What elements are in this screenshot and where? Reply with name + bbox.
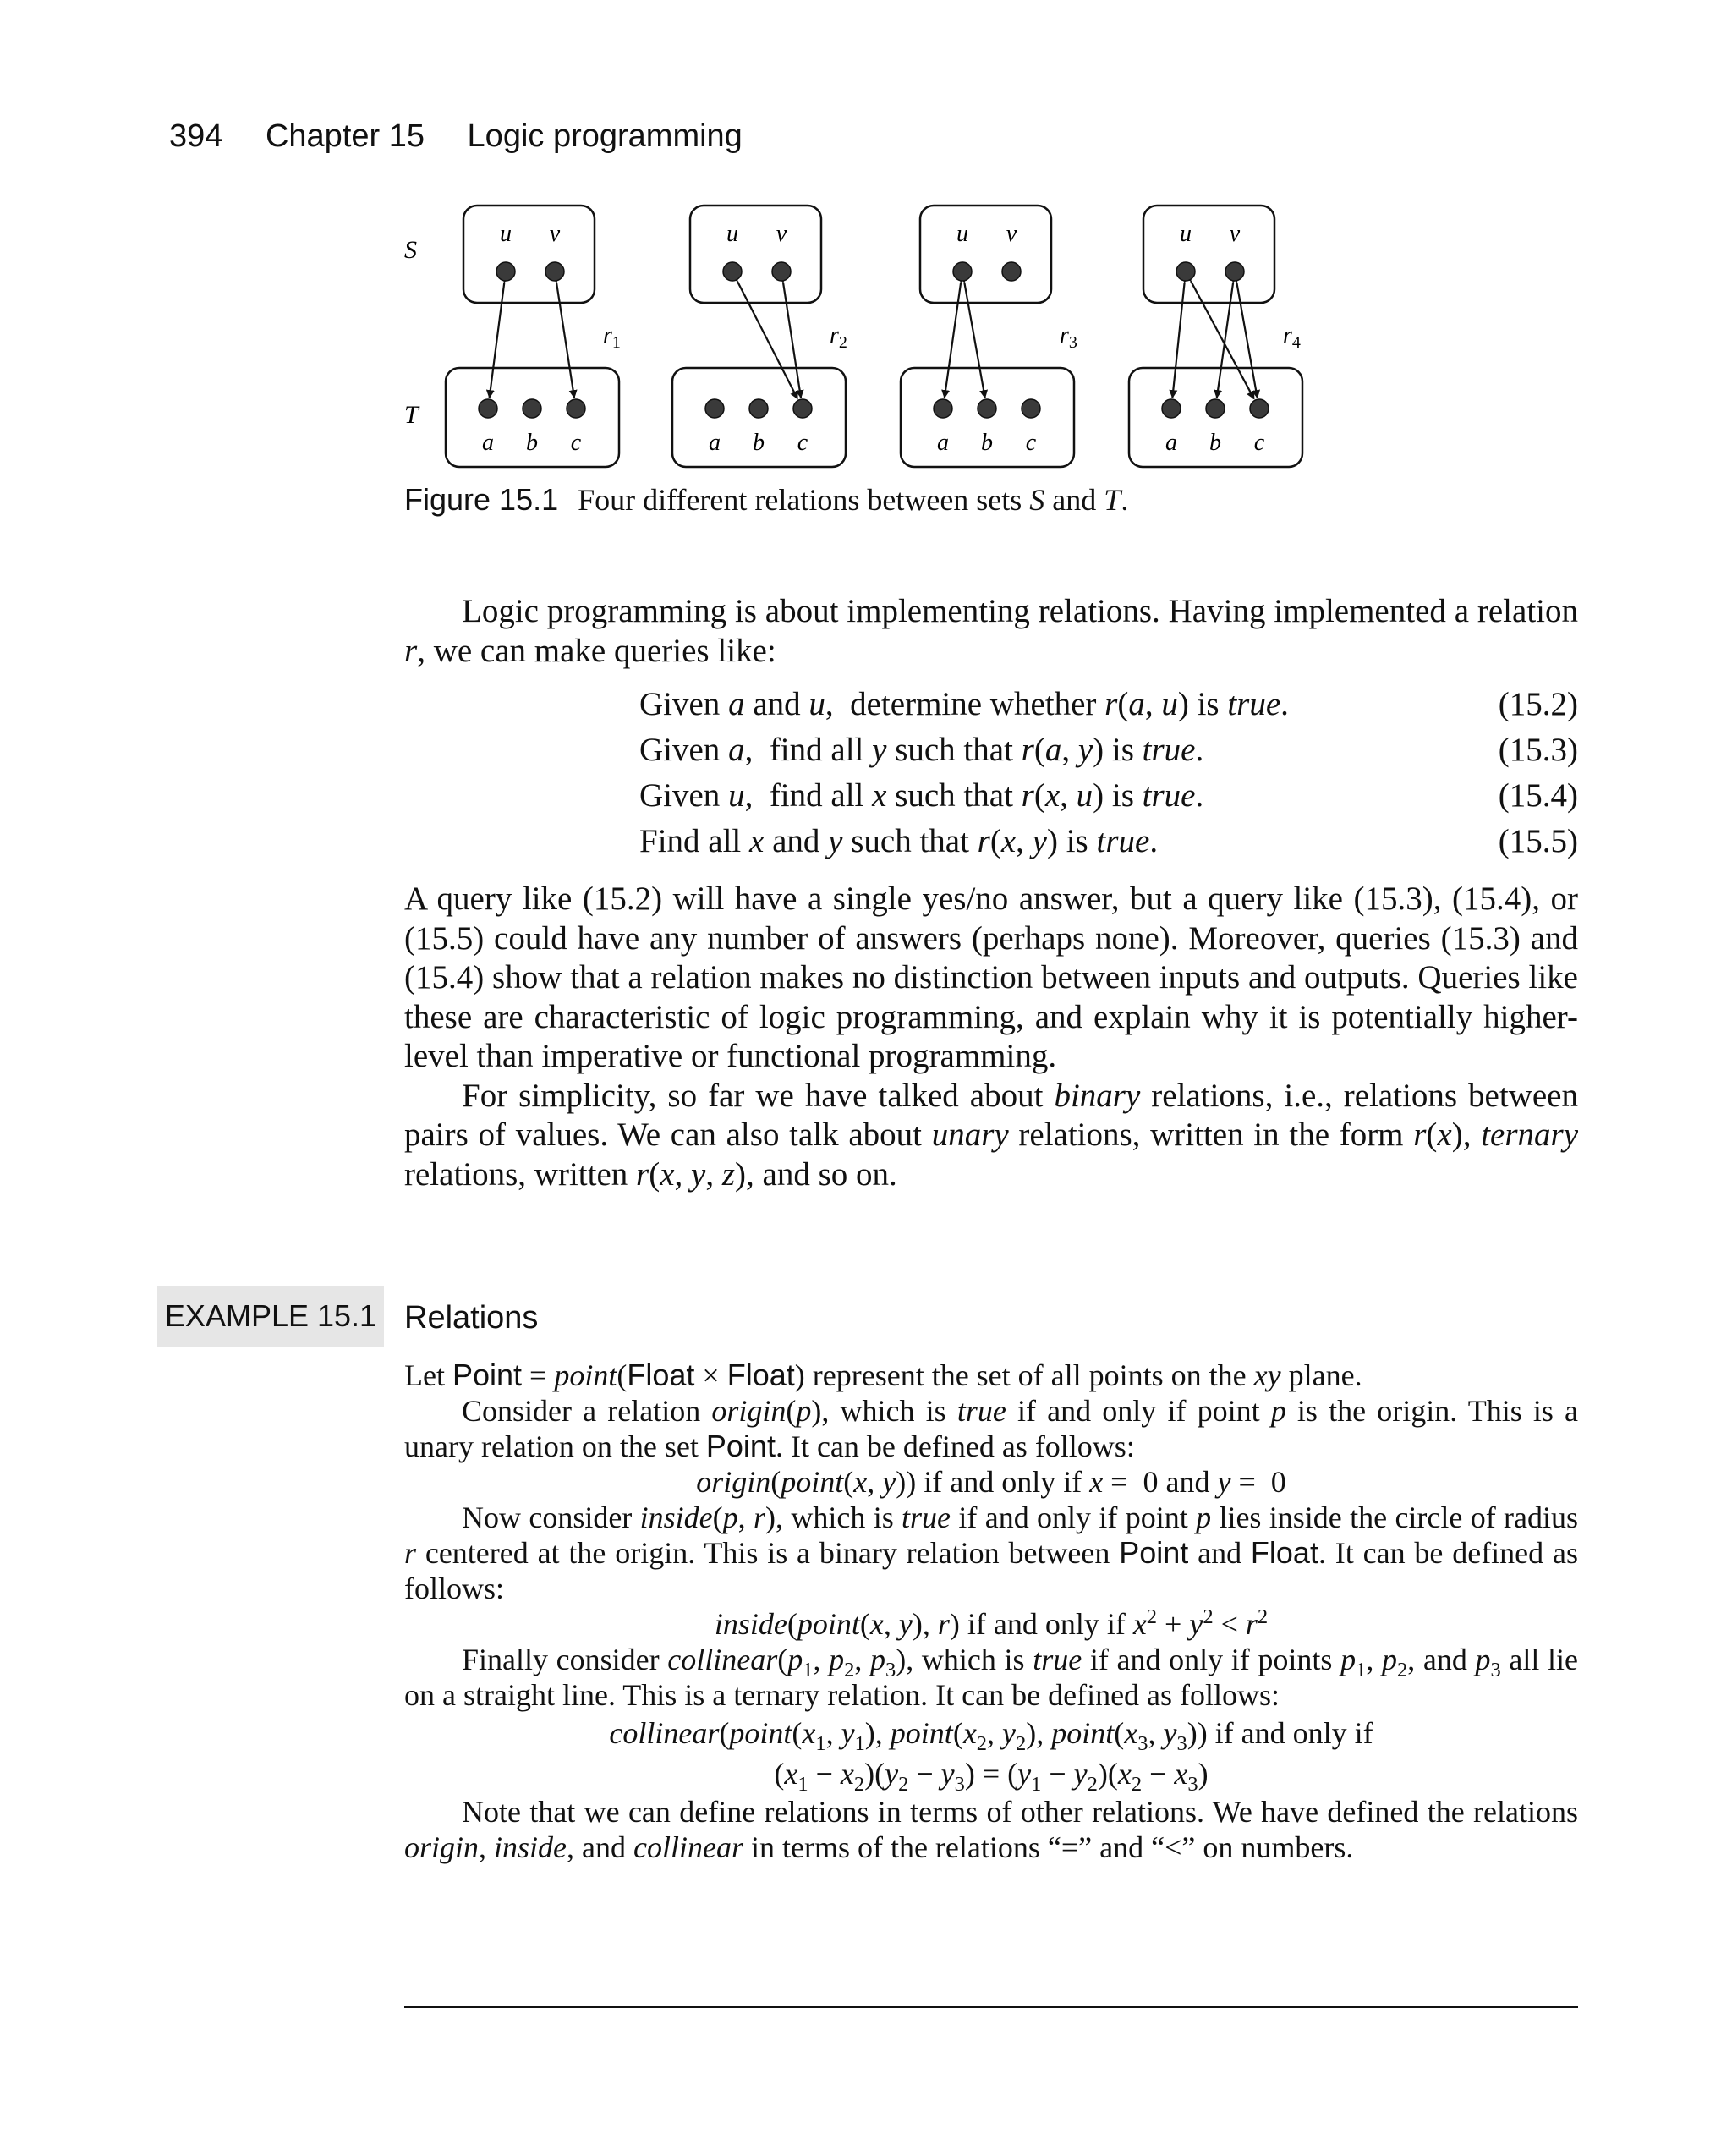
element-label-c: c [797,430,808,456]
example-paragraph-3: Now consider inside(p, r), which is true if and only if point p lies inside the circle of radius r centered at the origin. This is a binary relation between Point and Float. It can be defined as follows: [404,1500,1579,1605]
relation-label: $r_4$ [1283,322,1301,352]
relation-arrow [1191,281,1254,398]
equation-number: (15.3) [1498,732,1578,768]
chapter-label: Chapter 15 [265,118,425,154]
element-label-u: u [956,221,968,247]
element-dot [1176,262,1195,281]
display-origin: origin(point(x, y)) if and only if x = 0 and y = 0 [696,1465,1286,1499]
element-dot [545,262,564,281]
figure-caption [404,482,1128,518]
page-number: 394 [169,118,223,154]
display-collinear: $collinear(point(x_1$, $y_1$), $point(x_2$, $y_2$), $point(x_3$, $y_3$)) if and only if $(x_1 - x_2)(y_2 - y_3) = (y_1 - y_2)(x_2 - x_3)$ [609,1716,1373,1797]
element-label-a: a [709,430,721,456]
caption-label: Figure 15.1 [404,482,559,517]
caption-text: Four different relations between sets S and T. [578,483,1129,517]
element-dot [496,262,515,281]
element-dot [749,399,768,418]
example-body [404,1358,1578,1865]
chapter-title: Logic programming [467,118,743,154]
element-label-v: v [776,221,787,247]
intro-paragraph: Logic programming is about implementing relations. Having implemented a relation r, we can make queries like: [404,593,1578,669]
element-label-v: v [1229,221,1241,247]
element-dot [793,399,812,418]
set-s-box [920,206,1051,303]
query-15-4: Given u, find all x such that r(x, u) is true. (15.4) [639,773,1578,819]
element-dot [1022,399,1040,418]
relation-arrow [490,283,505,398]
set-s-label: S [404,236,417,264]
equation-number: (15.2) [1498,686,1578,722]
element-dot [1002,262,1021,281]
example-title: Relations [404,1300,539,1336]
element-label-c: c [1253,430,1265,456]
body-text [404,880,1578,1194]
query-15-3: Given a, find all y such that r(a, y) is true. (15.3) [639,727,1578,773]
relation-label: $r_1$ [603,322,621,352]
set-s-box [1143,206,1274,303]
element-label-c: c [1025,430,1037,456]
element-label-u: u [1180,221,1192,247]
element-label-b: b [981,430,993,456]
relation-arrow [1172,283,1184,398]
equation-number: (15.4) [1498,777,1578,814]
element-label-u: u [500,221,512,247]
element-dot [1206,399,1225,418]
relation-label: $r_3$ [1060,322,1077,352]
running-head [169,118,743,155]
display-inside: inside(point(x, y), r) if and only if $x^2 + y^2 < r^2$ [714,1605,1269,1641]
element-dot [705,399,724,418]
element-label-a: a [482,430,494,456]
element-label-v: v [549,221,561,247]
element-dot [723,262,742,281]
element-label-a: a [937,430,949,456]
relation-arrow [737,282,797,399]
relation-arrow [964,283,984,398]
element-dot [953,262,972,281]
element-dot [1225,262,1244,281]
element-label-b: b [1209,430,1221,456]
element-label-u: u [726,221,738,247]
query-15-2: Given a and u, determine whether r(a, u) is true. (15.2) [639,682,1578,727]
relation-arrow [1217,283,1233,398]
element-dot [523,399,541,418]
paragraph-simplicity: For simplicity, so far we have talked about binary relations, i.e., relations between pairs of values. We can also talk about unary relations, written in the form r(x), ternary relations, written r(x, y, z), and so on. [404,1077,1578,1193]
example-paragraph-2: Consider a relation origin(p), which is true if and only if point p is the origin. This is a unary relation on the set Point. It can be defined as follows: [404,1394,1579,1463]
set-s-box [690,206,821,303]
set-t-label: T [404,401,419,429]
relation-arrow [783,283,801,398]
example-paragraph-4: Finally consider $collinear(p_1$, $p_2$, $p_3$), which is true if and only if points $p_1$, $p_2$, and $p_3$ all lie on a straight line. This is a ternary relation. It can be defined as follows: [404,1643,1579,1712]
example-tag: EXAMPLE 15.1 [157,1286,384,1347]
example-paragraph-5: Note that we can define relations in terms of other relations. We have defined the relations origin, inside, and collinear in terms of the relations “=” and “<” on numbers. [404,1795,1578,1864]
example-paragraph-1: Let Point = point(Float × Float) represent the set of all points on the xy plane. [404,1358,1362,1392]
example-end-rule [404,2006,1578,2008]
element-label-b: b [753,430,765,456]
element-label-a: a [1165,430,1177,456]
element-dot [978,399,996,418]
element-label-v: v [1006,221,1017,247]
relation-arrow [945,283,961,398]
element-dot [567,399,585,418]
element-dot [1162,399,1181,418]
relation-label: $r_2$ [830,322,847,352]
element-dot [772,262,791,281]
set-s-box [463,206,595,303]
relation-arrow [1236,283,1257,398]
equation-number: (15.5) [1498,823,1578,859]
element-dot [934,399,952,418]
relations-svg [389,190,1328,482]
element-label-b: b [526,430,538,456]
figure-relations-diagram [389,190,1328,482]
relation-arrow [556,283,574,398]
element-label-c: c [570,430,582,456]
query-15-5: Find all x and y such that r(x, y) is true. (15.5) [639,819,1578,864]
element-dot [479,399,497,418]
element-dot [1250,399,1269,418]
query-list [639,682,1578,864]
paragraph-queries: A query like (15.2) will have a single yes/no answer, but a query like (15.3), (15.4), or (15.5) could have any number of answers (perhaps none). Moreover, queries (15.3) and (15.4) show that a relation makes no distinction between inputs and outputs. Queries like these are characteristic of logic programming, and explain why it is potentially higher-level than imperative or functional programming. [404,881,1578,1074]
